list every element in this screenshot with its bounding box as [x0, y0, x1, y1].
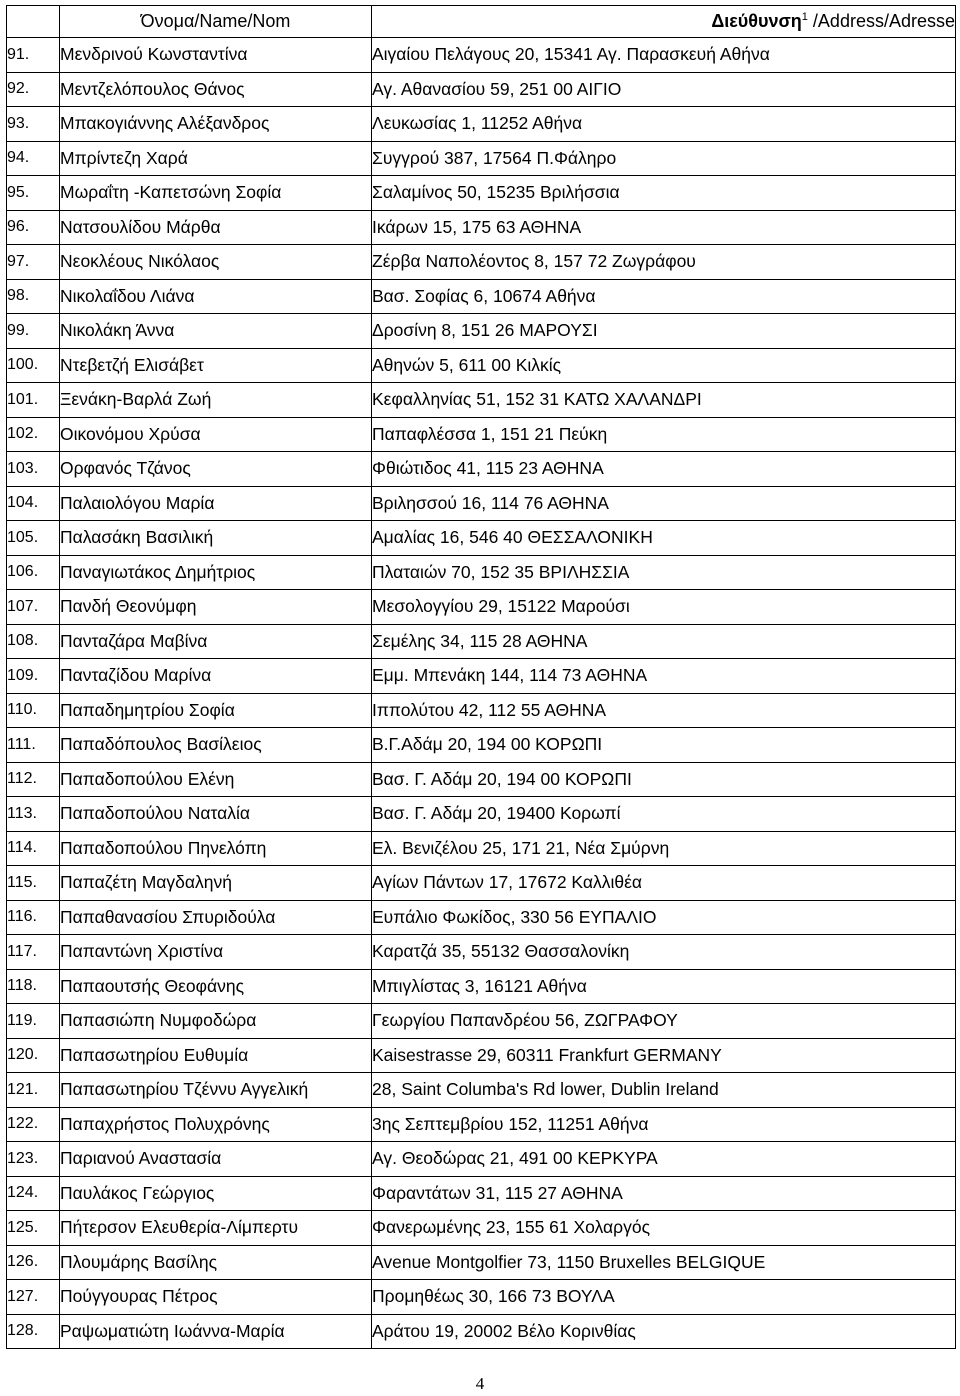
row-number: 114. — [7, 831, 60, 866]
table-row — [7, 659, 956, 694]
person-address: Ιππολύτου 42, 112 55 ΑΘΗΝΑ — [372, 693, 956, 728]
person-name: Μπακογιάννης Αλέξανδρος — [60, 107, 372, 142]
person-address: 3ης Σεπτεμβρίου 152, 11251 Αθήνα — [372, 1107, 956, 1142]
table-row — [7, 452, 956, 487]
person-name: Παπαντώνη Χριστίνα — [60, 935, 372, 970]
person-address: Avenue Montgolfier 73, 1150 Bruxelles BELGIQUE — [372, 1245, 956, 1280]
table-row — [7, 521, 956, 556]
person-name: Παπαδόπουλος Βασίλειος — [60, 728, 372, 763]
person-name: Ραψωματιώτη Ιωάννα-Μαρία — [60, 1314, 372, 1349]
person-name: Νατσουλίδου Μάρθα — [60, 210, 372, 245]
person-name: Μενδρινού Κωνσταντίνα — [60, 38, 372, 73]
row-number: 124. — [7, 1176, 60, 1211]
person-name: Ντεβετζή Ελισάβετ — [60, 348, 372, 383]
table-row — [7, 969, 956, 1004]
person-name: Μπρίντεζη Χαρά — [60, 141, 372, 176]
table-row — [7, 693, 956, 728]
row-number: 120. — [7, 1038, 60, 1073]
row-number: 95. — [7, 176, 60, 211]
person-name: Παπαχρήστος Πολυχρόνης — [60, 1107, 372, 1142]
person-name: Πήτερσον Ελευθερία-Λίμπερτυ — [60, 1211, 372, 1246]
person-name: Παπασιώπη Νυμφοδώρα — [60, 1004, 372, 1039]
row-number: 115. — [7, 866, 60, 901]
person-address: Συγγρού 387, 17564 Π.Φάληρο — [372, 141, 956, 176]
person-address: Ικάρων 15, 175 63 ΑΘΗΝΑ — [372, 210, 956, 245]
person-name: Παπασωτηρίου Ευθυμία — [60, 1038, 372, 1073]
table-row — [7, 383, 956, 418]
person-name: Μωραΐτη -Καπετσώνη Σοφία — [60, 176, 372, 211]
person-address: Αμαλίας 16, 546 40 ΘΕΣΣΑΛΟΝΙΚΗ — [372, 521, 956, 556]
person-address: Δροσίνη 8, 151 26 ΜΑΡΟΥΣΙ — [372, 314, 956, 349]
person-name: Παλασάκη Βασιλική — [60, 521, 372, 556]
row-number: 110. — [7, 693, 60, 728]
row-number: 119. — [7, 1004, 60, 1039]
person-address: Ζέρβα Ναπολέοντος 8, 157 72 Ζωγράφου — [372, 245, 956, 280]
table-row — [7, 486, 956, 521]
table-row — [7, 245, 956, 280]
row-number: 98. — [7, 279, 60, 314]
table-row — [7, 210, 956, 245]
person-address: Παπαφλέσσα 1, 151 21 Πεύκη — [372, 417, 956, 452]
person-name: Μεντζελόπουλος Θάνος — [60, 72, 372, 107]
person-name: Πλουμάρης Βασίλης — [60, 1245, 372, 1280]
table-row — [7, 107, 956, 142]
person-name: Νεοκλέους Νικόλαος — [60, 245, 372, 280]
row-number: 108. — [7, 624, 60, 659]
person-name: Παριανού Αναστασία — [60, 1142, 372, 1177]
person-address: Μεσολογγίου 29, 15122 Μαρούσι — [372, 590, 956, 625]
person-name: Νικολαΐδου Λιάνα — [60, 279, 372, 314]
person-name: Οικονόμου Χρύσα — [60, 417, 372, 452]
table-row — [7, 279, 956, 314]
person-address: Φαραντάτων 31, 115 27 ΑΘΗΝΑ — [372, 1176, 956, 1211]
row-number: 109. — [7, 659, 60, 694]
person-address: Βριλησσού 16, 114 76 ΑΘΗΝΑ — [372, 486, 956, 521]
address-column-header — [372, 6, 956, 38]
person-name: Παπαδοπούλου Ναταλία — [60, 797, 372, 832]
table-row — [7, 348, 956, 383]
person-address: Ελ. Βενιζέλου 25, 171 21, Νέα Σμύρνη — [372, 831, 956, 866]
person-address: Βασ. Γ. Αδάμ 20, 19400 Κορωπί — [372, 797, 956, 832]
row-number: 121. — [7, 1073, 60, 1108]
person-address: Γεωργίου Παπανδρέου 56, ΖΩΓΡΑΦΟΥ — [372, 1004, 956, 1039]
table-body — [7, 38, 956, 1349]
address-header-greek: Διεύθυνση — [711, 11, 802, 31]
row-number: 100. — [7, 348, 60, 383]
table-row — [7, 1038, 956, 1073]
row-number: 97. — [7, 245, 60, 280]
table-row — [7, 141, 956, 176]
person-name: Παπαδημητρίου Σοφία — [60, 693, 372, 728]
row-number: 127. — [7, 1280, 60, 1315]
table-row — [7, 935, 956, 970]
person-address: Μπιγλίστας 3, 16121 Αθήνα — [372, 969, 956, 1004]
row-number: 93. — [7, 107, 60, 142]
table-row — [7, 866, 956, 901]
person-address: Αράτου 19, 20002 Βέλο Κορινθίας — [372, 1314, 956, 1349]
row-number: 104. — [7, 486, 60, 521]
table-row — [7, 797, 956, 832]
person-address: Β.Γ.Αδάμ 20, 194 00 ΚΟΡΩΠΙ — [372, 728, 956, 763]
row-number: 128. — [7, 1314, 60, 1349]
table-row — [7, 1280, 956, 1315]
person-address: Καρατζά 35, 55132 Θασσαλονίκη — [372, 935, 956, 970]
table-row — [7, 314, 956, 349]
person-address: Αιγαίου Πελάγους 20, 15341 Αγ. Παρασκευή Αθήνα — [372, 38, 956, 73]
person-name: Παναγιωτάκος Δημήτριος — [60, 555, 372, 590]
table-row — [7, 831, 956, 866]
person-address: Αγίων Πάντων 17, 17672 Καλλιθέα — [372, 866, 956, 901]
row-number: 118. — [7, 969, 60, 1004]
person-name: Ορφανός Τζάνος — [60, 452, 372, 487]
address-table — [6, 5, 956, 1349]
row-number: 117. — [7, 935, 60, 970]
person-address: Προμηθέως 30, 166 73 ΒΟΥΛΑ — [372, 1280, 956, 1315]
person-name: Παπαθανασίου Σπυριδούλα — [60, 900, 372, 935]
row-number: 94. — [7, 141, 60, 176]
person-address: Βασ. Γ. Αδάμ 20, 194 00 ΚΟΡΩΠΙ — [372, 762, 956, 797]
row-number: 125. — [7, 1211, 60, 1246]
row-number: 101. — [7, 383, 60, 418]
address-header-latin: /Address/Adresse — [807, 11, 955, 31]
person-name: Παπαζέτη Μαγδαληνή — [60, 866, 372, 901]
table-row — [7, 1211, 956, 1246]
person-address: Αγ. Αθανασίου 59, 251 00 ΑΙΓΙΟ — [372, 72, 956, 107]
person-name: Παλαιολόγου Μαρία — [60, 486, 372, 521]
row-number: 126. — [7, 1245, 60, 1280]
number-column-header — [7, 6, 60, 38]
row-number: 91. — [7, 38, 60, 73]
table-row — [7, 176, 956, 211]
table-row — [7, 624, 956, 659]
row-number: 96. — [7, 210, 60, 245]
table-row — [7, 555, 956, 590]
table-row — [7, 728, 956, 763]
person-name: Πανταζίδου Μαρίνα — [60, 659, 372, 694]
person-address: Πλαταιών 70, 152 35 ΒΡΙΛΗΣΣΙΑ — [372, 555, 956, 590]
table-row — [7, 1004, 956, 1039]
table-row — [7, 1073, 956, 1108]
page-number: 4 — [475, 1374, 485, 1393]
row-number: 116. — [7, 900, 60, 935]
person-name: Παπασωτηρίου Τζέννυ Αγγελική — [60, 1073, 372, 1108]
table-row — [7, 38, 956, 73]
table-row — [7, 72, 956, 107]
person-address: Σαλαμίνος 50, 15235 Βριλήσσια — [372, 176, 956, 211]
table-row — [7, 1142, 956, 1177]
row-number: 106. — [7, 555, 60, 590]
table-header-row — [7, 6, 956, 38]
person-name: Ξενάκη-Βαρλά Ζωή — [60, 383, 372, 418]
table-row — [7, 1314, 956, 1349]
row-number: 99. — [7, 314, 60, 349]
row-number: 123. — [7, 1142, 60, 1177]
person-name: Παπαουτσής Θεοφάνης — [60, 969, 372, 1004]
person-address: Φανερωμένης 23, 155 61 Χολαργός — [372, 1211, 956, 1246]
person-address: Κεφαλληνίας 51, 152 31 ΚΑΤΩ ΧΑΛΑΝΔΡΙ — [372, 383, 956, 418]
person-name: Παπαδοπούλου Ελένη — [60, 762, 372, 797]
row-number: 122. — [7, 1107, 60, 1142]
person-address: Φθιώτιδος 41, 115 23 ΑΘΗΝΑ — [372, 452, 956, 487]
row-number: 111. — [7, 728, 60, 763]
person-name: Πανταζάρα Μαβίνα — [60, 624, 372, 659]
row-number: 102. — [7, 417, 60, 452]
row-number: 113. — [7, 797, 60, 832]
name-column-header: Όνομα/Name/Nom — [60, 6, 372, 38]
table-row — [7, 417, 956, 452]
row-number: 92. — [7, 72, 60, 107]
row-number: 107. — [7, 590, 60, 625]
table-row — [7, 900, 956, 935]
table-row — [7, 1245, 956, 1280]
person-address: Βασ. Σοφίας 6, 10674 Αθήνα — [372, 279, 956, 314]
person-name: Νικολάκη Άννα — [60, 314, 372, 349]
person-address: 28, Saint Columba's Rd lower, Dublin Ireland — [372, 1073, 956, 1108]
person-address: Αγ. Θεοδώρας 21, 491 00 ΚΕΡΚΥΡΑ — [372, 1142, 956, 1177]
person-address: Kaisestrasse 29, 60311 Frankfurt GERMANY — [372, 1038, 956, 1073]
table-row — [7, 762, 956, 797]
row-number: 103. — [7, 452, 60, 487]
table-row — [7, 1176, 956, 1211]
person-address: Σεμέλης 34, 115 28 ΑΘΗΝΑ — [372, 624, 956, 659]
person-address: Αθηνών 5, 611 00 Κιλκίς — [372, 348, 956, 383]
row-number: 112. — [7, 762, 60, 797]
person-name: Πανδή Θεονύμφη — [60, 590, 372, 625]
person-name: Παπαδοπούλου Πηνελόπη — [60, 831, 372, 866]
footnote-marker: 1 — [801, 11, 808, 23]
person-name: Παυλάκος Γεώργιος — [60, 1176, 372, 1211]
person-name: Πούγγουρας Πέτρος — [60, 1280, 372, 1315]
person-address: Ευπάλιο Φωκίδος, 330 56 ΕΥΠΑΛΙΟ — [372, 900, 956, 935]
row-number: 105. — [7, 521, 60, 556]
table-row — [7, 1107, 956, 1142]
table-row — [7, 590, 956, 625]
person-address: Εμμ. Μπενάκη 144, 114 73 ΑΘΗΝΑ — [372, 659, 956, 694]
person-address: Λευκωσίας 1, 11252 Αθήνα — [372, 107, 956, 142]
